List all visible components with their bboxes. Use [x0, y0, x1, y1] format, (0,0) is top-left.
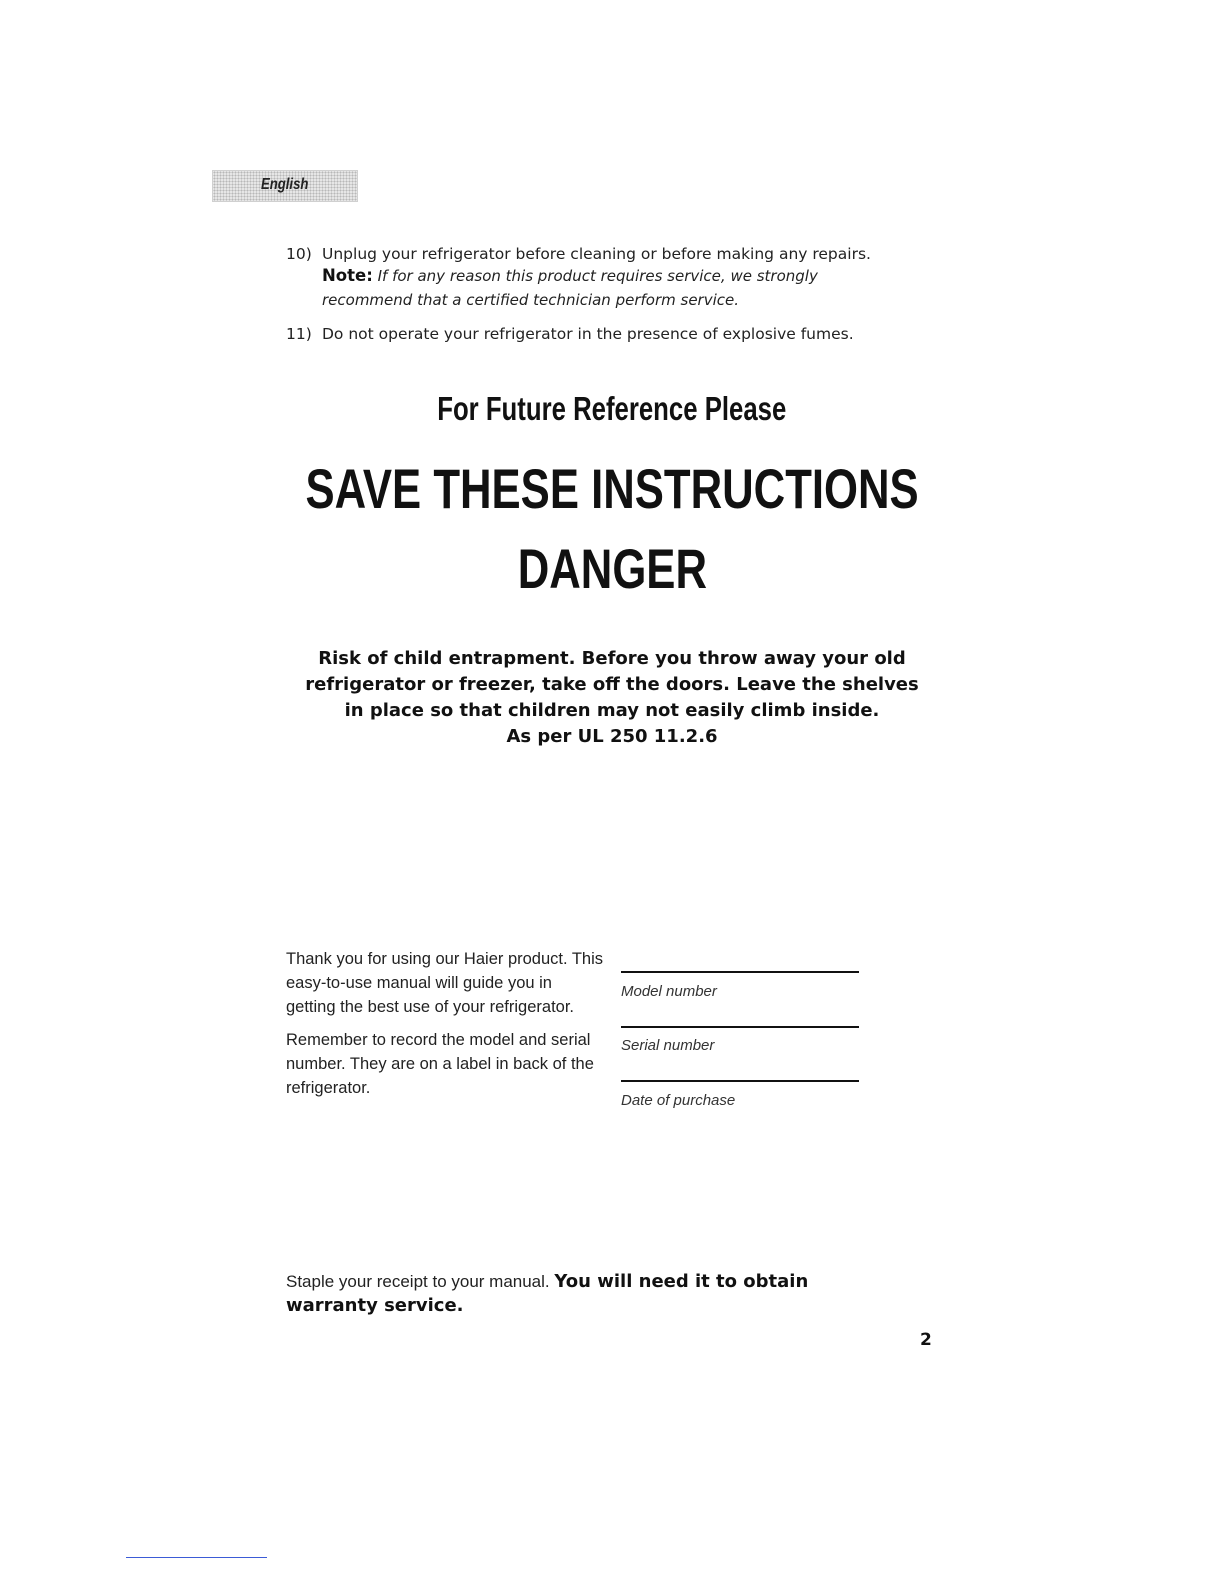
- note-line-1: If for any reason this product requires service, we strongly: [377, 267, 818, 285]
- bottom-divider: [126, 1557, 267, 1558]
- date-of-purchase-label: Date of purchase: [621, 1092, 736, 1109]
- language-tab-label: English: [261, 176, 309, 193]
- warranty-text: You will need it to obtain warranty service.: [286, 1271, 809, 1316]
- item-text: Do not operate your refrigerator in the presence of explosive fumes.: [322, 325, 854, 343]
- item-number: 10): [286, 245, 312, 263]
- item-text: Unplug your refrigerator before cleaning or before making any repairs.: [322, 245, 871, 263]
- danger-line-3: in place so that children may not easily climb inside.: [344, 700, 880, 721]
- danger-warning: [292, 646, 932, 750]
- serial-number-label: Serial number: [621, 1037, 715, 1054]
- model-number-line: [621, 971, 859, 973]
- serial-number-line: [621, 1026, 859, 1028]
- record-reminder-paragraph: Remember to record the model and serial number. They are on a label in back of the refrigerator.: [286, 1031, 594, 1097]
- danger-line-2: refrigerator or freezer, take off the doors. Leave the shelves: [305, 674, 919, 695]
- staple-receipt-note: [286, 1270, 906, 1318]
- page-number: 2: [920, 1330, 932, 1350]
- note-label: Note:: [322, 266, 373, 285]
- date-of-purchase-line: [621, 1080, 859, 1082]
- danger-line-4: As per UL 250 11.2.6: [506, 726, 718, 747]
- item-number: 11): [286, 325, 312, 343]
- save-instructions-heading: SAVE THESE INSTRUCTIONS: [305, 457, 919, 520]
- list-item-11: [286, 322, 854, 346]
- danger-line-1: Risk of child entrapment. Before you throw away your old: [318, 648, 906, 669]
- note-line-2: recommend that a certified technician perform service.: [322, 291, 739, 309]
- thank-you-text: [286, 947, 606, 1100]
- staple-text: Staple your receipt to your manual.: [286, 1272, 550, 1291]
- service-note-continued: [322, 288, 739, 312]
- list-item-10: [286, 242, 871, 266]
- future-reference-heading: For Future Reference Please: [437, 390, 787, 427]
- thank-you-paragraph: Thank you for using our Haier product. This easy-to-use manual will guide you in getting the best use of your refrigerator.: [286, 950, 604, 1016]
- service-note: [322, 264, 818, 288]
- language-tab: [212, 170, 358, 202]
- model-number-label: Model number: [621, 983, 717, 1000]
- danger-heading: DANGER: [517, 537, 707, 600]
